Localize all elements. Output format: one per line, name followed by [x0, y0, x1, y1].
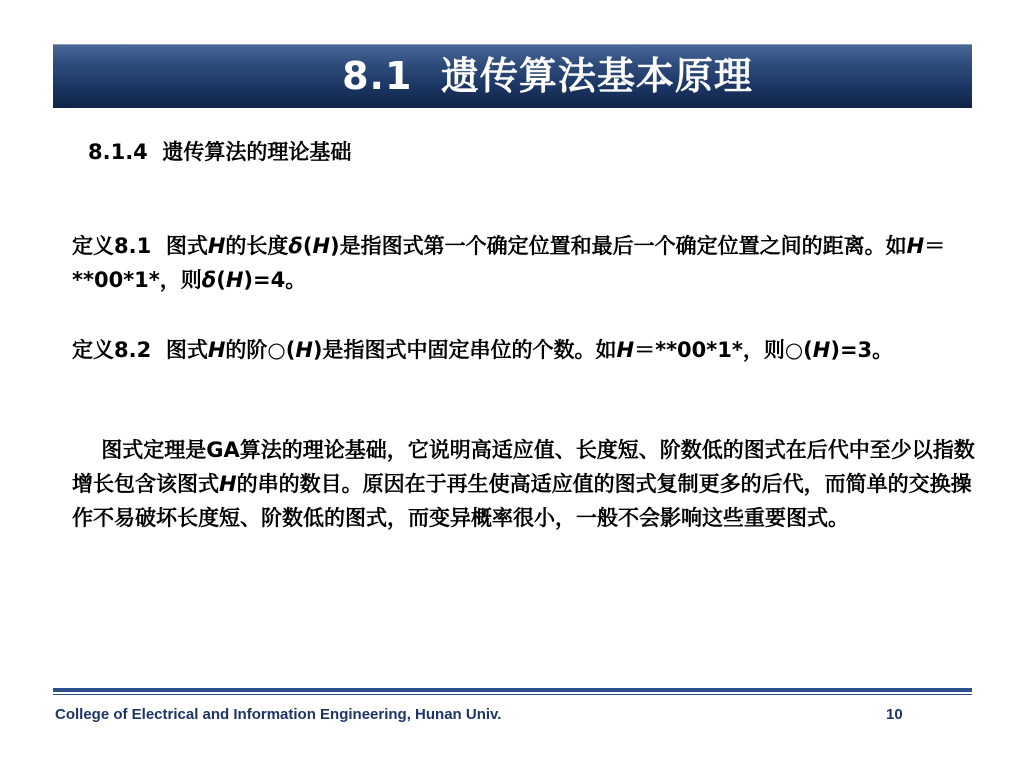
theorem-schema-h: H [219, 472, 237, 496]
page-number: 10 [886, 706, 903, 723]
def2-schema-h-2: H [295, 338, 313, 362]
section-heading: 8.1.4 遗传算法的理论基础 [88, 140, 352, 164]
theorem-text-c: 的串的数目。原因在于再生使高适应值的图式复制更多的后代，而简单的交换操作不易破坏长度短、阶数低的图式，而变异概率很小，一般不会影响这些重要图式。 [72, 472, 972, 530]
def1-text-k: ( [216, 268, 226, 292]
def1-text-m: )=4。 [243, 268, 307, 292]
definition-8-2 [72, 333, 984, 367]
def1-text-e: ( [302, 234, 313, 258]
def1-text-c: 的长度 [225, 234, 289, 258]
footer-divider-thin [53, 694, 972, 695]
def1-delta-2: δ [201, 268, 217, 292]
def1-schema-h-3: H [906, 234, 925, 258]
def2-schema-h: H [207, 338, 226, 362]
def2-text-c: 的阶○( [225, 338, 296, 362]
schema-theorem-paragraph [72, 433, 984, 535]
def2-schema-h-3: H [616, 338, 635, 362]
def2-text-g: ＝**00*1*，则○( [634, 338, 813, 362]
def1-text-a: 定义8.1 图式 [72, 234, 208, 258]
title-bar [53, 44, 972, 108]
def2-text-i: )=3。 [830, 338, 894, 362]
def1-text-i: ＝**00*1*，则 [72, 234, 946, 292]
def1-schema-h-4: H [225, 268, 244, 292]
def2-text-a: 定义8.2 图式 [72, 338, 208, 362]
def2-schema-h-4: H [812, 338, 831, 362]
footer-divider [53, 688, 972, 692]
def2-text-e: )是指图式中固定串位的个数。如 [312, 338, 617, 362]
slide-title: 8.1 遗传算法基本原理 [342, 54, 753, 98]
def1-text-g: )是指图式第一个确定位置和最后一个确定位置之间的距离。如 [330, 234, 907, 258]
footer-institution: College of Electrical and Information Engineering, Hunan Univ. [55, 706, 502, 723]
def1-delta: δ [288, 234, 303, 258]
def1-schema-h-2: H [312, 234, 331, 258]
def1-schema-h: H [207, 234, 226, 258]
theorem-text-a: 图式定理是GA算法的理论基础，它说明高适应值、长度短、阶数低的图式在后代中至少以指数增长包含该图式 [72, 438, 975, 496]
definition-8-1 [72, 229, 984, 297]
